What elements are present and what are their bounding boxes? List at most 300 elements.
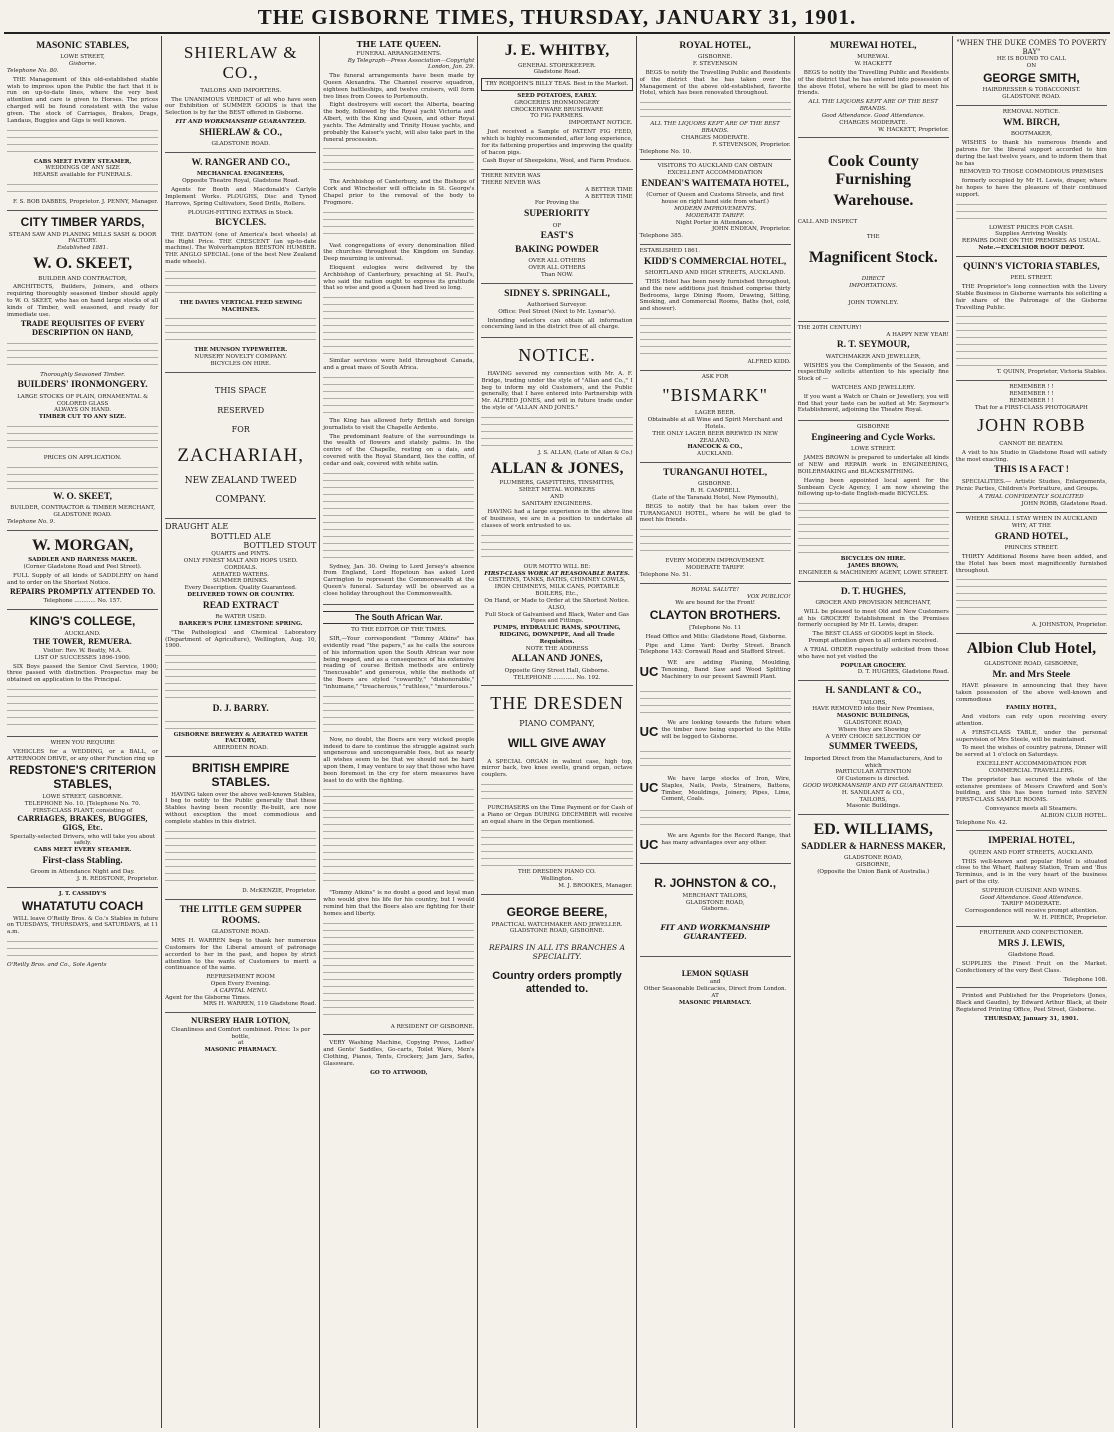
ad-signature: HANCOCK & CO.,	[687, 444, 743, 451]
ad-line: TIMBER CUT TO ANY SIZE.	[38, 414, 127, 421]
ad-title: W. O. SKEET,	[53, 491, 112, 502]
ad-title: D. T. HUGHES,	[840, 586, 906, 597]
text-block	[640, 808, 791, 828]
ad-body: THIS well-known and popular Hotel is situated close to the Wharf, Railway Station, Tram and 'Bus Terminus, and is in the very heart of the business part of the city.	[955, 858, 1107, 886]
kidds-hotel-ad	[640, 245, 791, 371]
ad-place: Gisborne.	[68, 61, 97, 68]
whatatutu-coach-ad	[7, 888, 158, 973]
ad-body: To meet the wishes of country patrons, Dinner will be served at 1 o'clock on Saturdays.	[955, 745, 1107, 759]
ad-line: CHARGES MODERATE.	[839, 119, 908, 126]
text-block	[640, 689, 791, 715]
ad-line: REMOVAL NOTICE.	[1002, 109, 1061, 116]
text-block	[640, 316, 791, 356]
ad-line: Specially-selected Drivers, who will take you about safely.	[10, 833, 156, 847]
ad-line: F. STEVENSON	[692, 61, 738, 68]
ad-line: GROCERIES IRONMONGERY	[514, 99, 600, 106]
text-block	[481, 533, 632, 561]
ad-line: GLADSTONE ROAD.	[1002, 94, 1061, 101]
ad-line: REMOVED TO THOSE COMMODIOUS PREMISES	[959, 169, 1104, 176]
quinn-stables-ad	[956, 257, 1107, 381]
ad-signature: J. R. REDSTONE, Proprietor.	[76, 876, 159, 883]
newspaper-page	[4, 2, 1110, 1428]
ad-line: GISBORNE BREWERY & AERATED WATER FACTORY,	[173, 731, 308, 745]
text-block	[323, 787, 474, 887]
clayton-brothers-ad	[640, 584, 791, 864]
ad-line: Opposite Theatre Royal, Gladstone Road.	[182, 178, 300, 185]
ad-line: BOTTLED STOUT	[243, 541, 317, 551]
ad-telephone: Telephone No. 80.	[7, 68, 59, 75]
little-gem-ad	[165, 900, 316, 1014]
ad-title: ENDEAN'S WAITEMATA HOTEL,	[641, 178, 789, 189]
ad-line: FIT AND WORKMANSHIP GUARANTEED.	[175, 119, 306, 126]
ad-line: Gladstone Road.	[1008, 952, 1055, 959]
ad-title: MRS J. LEWIS,	[998, 938, 1065, 949]
ad-subtitle: BUILDER, CONTRACTOR & TIMBER MERCHANT,	[10, 505, 155, 512]
column-1	[4, 36, 162, 1428]
ad-line: CANNOT BE BEATEN.	[999, 440, 1064, 447]
text-block	[798, 501, 949, 553]
shierlaw-ad	[165, 36, 316, 153]
ad-line: ONLY FINEST MALT AND HOPS USED.	[183, 557, 298, 564]
text-block	[323, 146, 474, 176]
ad-line: REFRESHMENT ROOM	[206, 974, 275, 981]
ad-line: (Late of the Taranaki Hotel, New Plymouth),	[652, 495, 779, 502]
ad-line: VOX PUBLICO!	[746, 593, 791, 600]
ad-body: BEGS to notify that he has taken over the TURANGANUI HOTEL, where he will be glad to meet his friends.	[639, 503, 791, 524]
ad-line: ALL THE LIQUORS KEPT ARE OF THE BEST BRANDS.	[650, 121, 780, 135]
ad-line: A VERY CHOICE SELECTION OF	[825, 733, 921, 740]
ad-line: For Proving the	[534, 200, 580, 207]
ad-line: REMEMBER ! !	[1009, 390, 1054, 397]
ad-line: (Opposite the Union Bank of Australia.)	[817, 868, 930, 875]
ad-line: GLADSTONE ROAD,	[844, 855, 903, 862]
ad-subtitle: BUILDER AND CONTRACTOR,	[38, 275, 127, 282]
redstone-ad	[7, 737, 158, 888]
ad-title: Albion Club Hotel,	[966, 640, 1097, 658]
article-paragraph: Now, no doubt, the Boers are very wicked people indeed to dare to continue the struggle against such ungenerous and unconquerable foes, but as nearly all wishes seem to be that we should not be hard upon them, I may venture to say that those who have been foremost in the cry for stern measures have least to do with the fighting.	[323, 736, 475, 784]
ad-line: MODERN IMPROVEMENTS.	[674, 205, 757, 212]
ad-title: ZACHARIAH,	[177, 445, 305, 467]
imperial-hotel-ad	[956, 831, 1107, 927]
article-title: THE LATE QUEEN.	[356, 39, 442, 49]
ad-title: LEMON SQUASH	[681, 968, 749, 978]
ad-line: ASK FOR	[701, 373, 729, 380]
ad-body: WISHES you the Compliments of the Season, and respectfully solicits attention to his specially fine Stock of —	[797, 362, 949, 383]
ad-body: If you want a Watch or Chain or Jewellery, you will find that your taste can be suited at Mr. Seymour's Establishment, adjoining the Theatre Royal.	[797, 393, 949, 414]
ad-line: LIST OF SUCCESSES 1896-1900.	[34, 654, 131, 661]
ad-line: THE	[866, 233, 880, 240]
ad-line: Country orders promptly attended to.	[492, 969, 622, 995]
ad-line: OVER ALL OTHERS	[528, 265, 586, 272]
ad-line: We are bound for the Front!	[675, 600, 756, 607]
ad-line: Established 1881.	[57, 245, 108, 252]
ad-title: Warehouse.	[833, 191, 914, 209]
ad-line: at	[237, 1040, 244, 1047]
ad-line: GISBORNE,	[856, 862, 891, 869]
ad-line: PARTICULAR ATTENTION	[835, 769, 912, 776]
ad-subtitle: SHORTLAND AND HIGH STREETS, AUCKLAND.	[645, 270, 786, 277]
ad-line: Gladstone Road.	[533, 69, 581, 76]
ad-line: EVERY MODERN IMPROVEMENT.	[665, 558, 765, 565]
text-block	[323, 921, 474, 1021]
ad-title: QUINN'S VICTORIA STABLES,	[963, 261, 1100, 272]
ad-line: Wellington.	[540, 876, 574, 883]
ad-title: CITY TIMBER YARDS,	[20, 214, 145, 229]
imprint-text: Printed and Published for the Proprietors (Jones, Black and Gaudin), by Edward Arthur Black, at their Registered Printing Office, Peel Street, Gisborne.	[955, 993, 1107, 1013]
ad-body: JAMES BROWN is prepared to undertake all kinds of NEW and REPAIR work in ENGINEERING, BOILERMAKING and BLACKSMITHING.	[797, 455, 949, 475]
text-block	[165, 653, 316, 701]
text-block	[7, 341, 158, 369]
ad-title: REDSTONE'S CRITERION STABLES,	[9, 763, 156, 792]
masthead: THE GISBORNE TIMES, THURSDAY, JANUARY 31, 1901.	[4, 2, 1110, 34]
ad-line: R. H. CAMPBELL	[690, 488, 740, 495]
text-block	[956, 202, 1107, 222]
ad-title: Magnificent Stock.	[808, 248, 938, 266]
ad-body: THE DAYTON (one of America's best wheels) at the Right Price. THE CRESCENT (an up-to-date machine). The Wolverhampton BEESTON HUMBER. THE ANGLO SPECIAL (one of the best New Zealand made wheels).	[165, 231, 317, 265]
ad-title: Engineering and Cycle Works.	[811, 433, 936, 444]
text-block	[7, 128, 158, 156]
ad-line: TARIFF MODERATE.	[1001, 901, 1062, 908]
ad-line: RESERVED	[217, 405, 265, 415]
column-6	[795, 36, 953, 1428]
ad-line: GLADSTONE ROAD,	[844, 719, 903, 726]
clayton-uc-row	[640, 831, 791, 859]
ad-signature: F. STEVENSON, Proprietor.	[712, 141, 791, 148]
ad-body: FULL Supply of all kinds of SADDLERY on hand and to order on the Shortest Notice.	[7, 572, 159, 586]
ad-line: SANITARY ENGINEERS.	[521, 500, 593, 507]
ad-line: CHARGES MODERATE.	[681, 134, 750, 141]
ad-line: MASONIC BUILDINGS,	[836, 713, 910, 720]
ad-line: Supplies Arriving Weekly.	[995, 231, 1068, 238]
ad-signature: W. HACKETT, Proprietor.	[878, 126, 949, 133]
ad-line: AT	[711, 992, 719, 999]
south-african-war-article	[323, 605, 474, 1036]
ad-line: CABS MEET EVERY STEAMER,	[33, 158, 132, 165]
ad-line: A BETTER TIME	[585, 186, 633, 193]
ad-body: WISHES to thank his numerous friends and patrons for the liberal support accorded to him during the last twelve years, and to inform them that he has	[955, 140, 1107, 167]
ad-subtitle: SADDLER & HARNESS MAKER,	[801, 841, 946, 852]
text-block	[165, 316, 316, 344]
ad-body: VERY Washing Machine, Copying Press, Ladies' and Gents' Saddles, Go-carts, Toilet Ware, Men's Clothing, Pianos, Tents, Crockery, Jam Jars, Safes, Glassware.	[323, 1040, 475, 1067]
endean-hotel-ad	[640, 160, 791, 245]
ad-line: SEED POTATOES, EARLY.	[517, 93, 597, 100]
ad-line: GOOD WORKMANSHIP AND FIT GUARANTEED.	[802, 783, 944, 790]
ad-line: Cleanliness and Comfort combined. Price: 1s per bottle,	[171, 1026, 311, 1040]
ad-line: CORDIALS.	[224, 564, 258, 571]
ad-line: First-class Stabling.	[42, 855, 123, 866]
ad-line: Note.—EXCELSIOR BOOT DEPOT.	[978, 245, 1085, 252]
text-block	[7, 939, 158, 959]
ad-line: FIRST-CLASS PLANT, consisting of	[32, 807, 133, 814]
allan-jones-ad	[481, 338, 632, 686]
ad-line: (Corner Gladstone Road and Peel Street).	[23, 564, 142, 571]
ad-line: GISBORNE	[857, 424, 890, 431]
ad-line: OVER ALL OTHERS	[528, 258, 586, 265]
ad-signature: ALLAN AND JONES,	[511, 654, 603, 665]
article-paragraph: Eloquent eulogies were delivered by the Archbishop of Canterbury, preaching at St. Paul's, who said the nation ought to express its gratitude that so wise and good a Queen had lived so long.	[323, 265, 475, 292]
ad-subtitle: STEAM SAW AND PLANING MILLS SASH & DOOR FACTORY.	[8, 231, 157, 245]
whitby-ad	[481, 36, 632, 170]
ad-body: The proprietor has secured the whole of the extensive premises of Messrs Crawford and Son's building, and this has been turned into SEVEN FIRST-CLASS SAMPLE ROOMS.	[955, 776, 1107, 804]
ad-line: LAGER BEER.	[694, 410, 736, 417]
morgan-ad	[7, 531, 158, 610]
ad-telephone: Telephone No. 51.	[639, 571, 692, 578]
ad-line: SUMMER TWEEDS,	[829, 742, 918, 753]
ad-line: DIRECT	[861, 276, 885, 283]
dresden-piano-ad	[481, 686, 632, 894]
article-paragraph: The King has allowed forty British and foreign journalists to visit the Chapelle Ardente.	[323, 417, 475, 431]
ad-title: JOHN ROBB	[977, 415, 1086, 436]
ad-line: Every Description. Quality Guaranteed.	[184, 585, 297, 592]
ad-line: Agent for the Gisborne Times.	[165, 994, 251, 1001]
ad-line: PRINCES STREET.	[1004, 545, 1059, 552]
ad-body: WILL leave O'Reilly Bros. & Co.'s Stables in future on TUESDAYS, THURSDAYS, and SATURDAYS, at 11 a.m.	[7, 915, 159, 936]
ad-title: IMPERIAL HOTEL,	[988, 836, 1075, 847]
ad-line: CISTERNS, TANKS, BATHS, CHIMNEY COWLS, IRON CHIMNEYS, MILK CANS, PORTABLE BOILERS, Etc.,	[488, 577, 626, 598]
ad-line: BICYCLES ON HIRE.	[210, 361, 271, 368]
ad-body: BEGS to notify the Travelling Public and Residents of the district that he has taken over the Management of the above old-established, favorite Hotel, which has been renovated throughout.	[639, 70, 791, 97]
ad-line: Obtainable at all Wine and Spirit Merchant and Hotels.	[647, 417, 783, 430]
ad-line: MODERATE TARIFF.	[685, 212, 745, 219]
ad-line: REPAIRS IN ALL ITS BRANCHES A SPECIALITY.	[488, 943, 625, 962]
ad-body: VEHICLES for a WEDDING, or a BALL, or AFTERNOON DRIVE, or any other Function ring up	[7, 748, 159, 762]
ad-body: A SPECIAL ORGAN in walnut case, high top, mirror back, two knee swells, grand organ, octave couplers.	[481, 758, 633, 779]
ad-body: THIS Hotel has been newly furnished throughout, and the new additions just finished comprise thirty Bedrooms, large Dining Room, Drawing, Sitting, Smoking, and Commercial Rooms, Baths (hot, cold, and shower).	[639, 279, 791, 313]
ad-line: Imported Direct from the Manufacturers, And to which	[804, 755, 943, 769]
ad-line: BICYCLES.	[215, 218, 267, 229]
ad-line: Re WATER USED.	[215, 614, 267, 621]
ad-title: MUREWAI HOTEL,	[829, 41, 917, 51]
ad-line: WHERE SHALL I STAY WHEN IN AUCKLAND	[965, 516, 1098, 523]
ad-telephone: Telephone 385.	[639, 233, 683, 240]
ad-line: NURSERY NOVELTY COMPANY.	[194, 354, 288, 361]
ad-subtitle: TAILORS AND IMPORTERS.	[200, 87, 282, 94]
ad-line: Good Attendance. Good Attendance.	[821, 112, 925, 119]
ad-body: A FIRST-CLASS TABLE, under the personal supervision of Mrs Steele, will be maintained.	[955, 729, 1107, 743]
ad-title: J. E. WHITBY,	[504, 42, 610, 59]
ad-line: FIRST-CLASS WORK AT REASONABLE RATES.	[484, 570, 630, 577]
ad-line: COMPANY.	[215, 494, 267, 505]
ad-signature: A. JOHNSTON, Proprietor.	[1031, 622, 1107, 629]
ad-signature: O'Reilly Bros. and Co., Sole Agents	[7, 962, 107, 969]
text-block	[165, 269, 316, 297]
text-block	[323, 471, 474, 561]
column-3	[320, 36, 478, 1428]
ad-signature: D. McKENZIE, Proprietor.	[242, 887, 317, 894]
ad-line: GO TO ATTWOOD,	[370, 1069, 428, 1076]
article-subtitle: FUNERAL ARRANGEMENTS.	[356, 50, 442, 57]
ad-subtitle: PLUMBERS, GASFITTERS, TINSMITHS,	[499, 480, 615, 487]
ad-subtitle: SADDLER AND HARNESS MAKER.	[28, 557, 138, 564]
ad-line: MODERATE TARIFF.	[685, 565, 745, 572]
ad-subtitle: Authorised Surveyor.	[527, 302, 587, 309]
ad-signature: JAMES BROWN,	[847, 562, 899, 569]
article-title: The South African War.	[323, 611, 474, 625]
text-block	[323, 375, 474, 415]
ad-line: THE MUNSON TYPEWRITER.	[194, 347, 288, 354]
ad-line: THERE NEVER WAS	[481, 173, 541, 180]
ad-line: On Hand, or Made to Order at the Shortest Notice.	[484, 597, 630, 604]
bismark-ad	[640, 371, 791, 463]
ad-subtitle: SHEET METAL WORKERS	[518, 486, 595, 493]
ad-line: THE ONLY LAGER BEER BREWED IN NEW ZEALAND.	[652, 430, 778, 444]
ad-telephone: [Telephone No. 11	[689, 624, 742, 631]
ad-line: That for a FIRST-CLASS PHOTOGRAPH	[974, 404, 1088, 411]
ad-line: IMPORTANT NOTICE.	[568, 120, 633, 127]
article-paragraph: Sydney, Jan. 30. Owing to Lord Jersey's absence from England, Lord Hopetoun has asked Lord Carrington to represent the Commonwealth at the Queen's funeral. Saturday will be observed as a close holiday throughout the Commonwealth.	[323, 563, 475, 597]
ad-body: BEGS to notify the Travelling Public and Residents of the district that he has entered into possession of the above Hotel, where he will be glad to meet his friends.	[797, 70, 949, 97]
ad-line: Than NOW.	[540, 271, 574, 278]
ad-line: ENGINEER & MACHINERY AGENT, LOWE STREET.	[798, 569, 949, 576]
text-block	[165, 829, 316, 885]
seymour-ad	[798, 322, 949, 422]
george-beere-ad	[481, 895, 632, 1002]
ad-body: Having been appointed local agent for the Sunbeam Cycle Agency, I am now showing the following up-to-date English-made BICYCLES.	[797, 477, 949, 498]
ad-line: (Corner of Queen and Customs Streets, and first house on right hand side from wharf.)	[646, 192, 785, 206]
ad-title: ED. WILLIAMS,	[813, 821, 933, 839]
lemon-squash-ad	[640, 957, 791, 1011]
gisborne-brewery-ad	[165, 519, 316, 757]
john-robb-ad	[956, 381, 1107, 513]
ad-line: MASONIC PHARMACY.	[204, 1047, 277, 1054]
text-block	[323, 210, 474, 240]
city-timber-ad	[7, 211, 158, 531]
ad-line: Other Seasonable Delicacies, Direct from London.	[643, 985, 787, 992]
ad-title: THE DRESDEN	[490, 693, 624, 714]
ad-line: Cash Buyer of Sheepskins, Wool, and Farm Produce.	[482, 158, 632, 165]
ad-title: Cook County Furnishing	[827, 153, 919, 188]
ad-line: CROCKERYWARE BRUSHWARE	[510, 106, 604, 113]
ad-line: GLADSTONE ROAD.	[211, 141, 270, 148]
ad-line: A CAPITAL MENU.	[213, 987, 268, 994]
text-block	[7, 424, 158, 452]
ad-line: WHEN YOU REQUIRE	[50, 740, 115, 747]
ad-line: GLADSTONE ROAD,	[685, 899, 745, 906]
ad-line: Masonic Buildings.	[846, 803, 901, 810]
clayton-uc-row	[640, 718, 791, 746]
ad-line: Visitor: Rev. W. Beatty, M.A.	[43, 647, 122, 654]
ad-line: TO FIG FARMERS.	[530, 113, 584, 120]
ad-line: and	[709, 979, 721, 986]
ad-body: "The Pathological and Chemical Laboratory (Department of Agriculture), Wellington, Aug. 10, 1900.	[165, 629, 317, 650]
lewis-fruiterer-ad	[956, 927, 1107, 988]
ad-line: OF	[552, 222, 562, 229]
ad-line: BARKER'S PURE LIMESTONE SPRING.	[178, 620, 303, 627]
ad-line: SUPERIORITY	[523, 209, 590, 220]
ad-line: THERE NEVER WAS	[481, 179, 541, 186]
ad-line: ON	[1026, 62, 1037, 69]
ad-body: A TRIAL ORDER respectfully solicited from those who have not yet visited the	[797, 646, 949, 660]
ad-line: LOWE STREET.	[851, 446, 896, 453]
text-block	[165, 719, 316, 729]
ad-line: Mr. and Mrs Steele	[992, 669, 1071, 680]
ad-line: Groom in Attendance Night and Day.	[30, 869, 135, 876]
ad-line: HEARSE available for FUNERALS.	[33, 172, 133, 179]
ad-subtitle: LOWE STREET, GISBORNE.	[42, 794, 123, 801]
uc-logo-icon: UC	[639, 664, 659, 680]
ad-line: DRAUGHT ALE	[165, 521, 229, 531]
ad-title: KING'S COLLEGE,	[29, 613, 136, 628]
text-block	[481, 782, 632, 802]
ad-signature: THE DRESDEN PIANO CO.	[518, 869, 596, 876]
column-4	[478, 36, 636, 1428]
ad-body: HAVING had a large experience in the above line of business, we are in a position to undertake all classes of work entrusted to us.	[481, 509, 633, 530]
ad-subtitle: THE TOWER, REMUERA.	[33, 637, 132, 647]
text-block	[323, 295, 474, 355]
ad-body: WE are adding Planing, Moulding, Tenoning, Band Saw and Wood Splitting Machinery to our present Sawmill Plant.	[661, 660, 791, 680]
ad-line: "WHEN THE DUKE COMES TO POVERTY BAY"	[956, 39, 1107, 56]
ad-line: The BEST CLASS of GOODS kept in Stock.	[812, 631, 935, 638]
kings-college-ad	[7, 610, 158, 737]
clayton-uc-row	[640, 774, 791, 805]
ad-body: PURCHASERS on the Time Payment or for Cash of a Piano or Organ DURING DECEMBER will receive an equal share in the Organ mentioned.	[481, 805, 633, 825]
ad-line: TAILORS,	[859, 796, 888, 803]
ad-line: OUR MOTTO WILL BE:	[523, 563, 591, 570]
article-dateline: By Telegraph—Press Association—Copyright London, Jan. 29.	[347, 57, 475, 71]
text-block	[956, 577, 1107, 619]
ad-line: LARGE STOCKS OF PLAIN, ORNAMENTAL & COLORED GLASS	[17, 393, 149, 407]
ad-signature: D. T. HUGHES, Gladstone Road.	[857, 669, 949, 676]
late-queen-article	[323, 36, 474, 605]
clayton-uc-row	[640, 658, 791, 686]
ad-line: A HAPPY NEW YEAR!	[886, 331, 949, 338]
text-block	[7, 465, 158, 489]
ad-line: AUCKLAND.	[697, 451, 734, 458]
easts-baking-ad	[481, 170, 632, 283]
ad-line: Of Customers is directed.	[836, 776, 910, 783]
ad-line: AERATED WATERS.	[212, 571, 270, 578]
ad-signature: D. J. BARRY.	[212, 704, 269, 715]
ad-line: DELIVERED TOWN OR COUNTRY.	[187, 591, 295, 598]
ad-line: PLOUGH-FITTING EXTRAS in Stock.	[187, 209, 294, 216]
ad-body: THE Management of this old-established stable wish to impress upon the Public the fact that it is run on up-to-date lines, where the very best attention and care is given to Horses. The prices charged will be found consistent with the value given. The stock of Carriages, Brakes, Drags, Landaus, Buggies and Gigs is well known.	[7, 76, 159, 124]
ad-line: Good Attendance. Good Attendance.	[979, 894, 1083, 901]
ad-line: SUPERIOR CUISINE AND WINES.	[981, 887, 1081, 894]
ad-line: PUMPS, HYDRAULIC RAMS, SPOUTING, RIDGING, DOWNPIPE, And all Trade Requisites.	[493, 625, 621, 645]
ad-body: Head Office and Mills: Gladstone Road, Gisborne.	[645, 633, 787, 640]
ad-line: W. HACKETT	[854, 61, 892, 68]
ad-line: BICYCLES ON HIRE.	[840, 556, 906, 563]
grand-hotel-ad	[956, 513, 1107, 634]
ad-line: ALWAYS ON HAND.	[54, 407, 112, 414]
uc-logo-icon: UC	[639, 724, 659, 740]
column-5	[637, 36, 795, 1428]
ad-line: NOTE THE ADDRESS	[525, 645, 589, 652]
ad-subtitle: LOWE STREET,	[60, 54, 105, 61]
ad-line: THE DAVIES VERTICAL FEED SEWING MACHINES.	[179, 299, 303, 313]
ad-subtitle: HAIRDRESSER & TOBACCONIST.	[982, 87, 1081, 94]
albion-hotel-ad	[956, 634, 1107, 831]
ad-body: SUPPLIES the Finest Fruit on the Market. Confectionery of the very Best Class.	[955, 960, 1107, 974]
article-signature: A RESIDENT OF GISBORNE.	[390, 1023, 475, 1030]
ad-subtitle: GROCER AND PROVISION MERCHANT,	[815, 600, 932, 606]
ad-line: BUILDERS' IRONMONGERY.	[17, 380, 148, 391]
ad-body: HAVE pleasure in announcing that they have taken possession of the above well-known and commodious	[955, 682, 1107, 703]
ad-subtitle: MECHANICAL ENGINEERS,	[196, 171, 285, 178]
article-paragraph: The Archbishop of Canterbury, and the Bishops of Cork and Winchester will officiate in St. George's Chapel prior to the removal of the body to Frogmore.	[323, 179, 475, 206]
ad-line: Correspondence will receive prompt attention.	[964, 908, 1098, 915]
ad-place: Gisborne.	[701, 906, 729, 913]
article-paragraph: The funeral arrangements have been made by Queen Alexandra. The Channel reserve squadron, eighteen battleships, and twelve cruisers, will form two lines from Cowes to Portsmouth.	[323, 73, 475, 100]
ad-line: GLADSTONE ROAD.	[53, 512, 112, 518]
text-block	[7, 182, 158, 196]
ad-body: A visit to his Studio in Gladstone Road will satisfy the most exacting.	[955, 449, 1107, 463]
ad-signature: MRS H. WARREN, 119 Gladstone Road.	[203, 1001, 317, 1008]
sandlant-ad	[798, 681, 949, 815]
ad-body: We have large stocks of Iron, Wire, Staples, Nails, Posts, Strainers, Battens, Timber, Mouldings, Joinery, Pipes, Lime, Cement, Coals.	[661, 775, 791, 803]
ad-title: R. JOHNSTON & CO.,	[654, 876, 777, 891]
article-paragraph: The predominant feature of the surroundings is the wealth of flowers and stately palms. In the centre of the Chapelle, resting on a dais, and covered with the Royal Standard, lies the coffin, of cedar and oak, covered with white satin.	[323, 433, 475, 467]
